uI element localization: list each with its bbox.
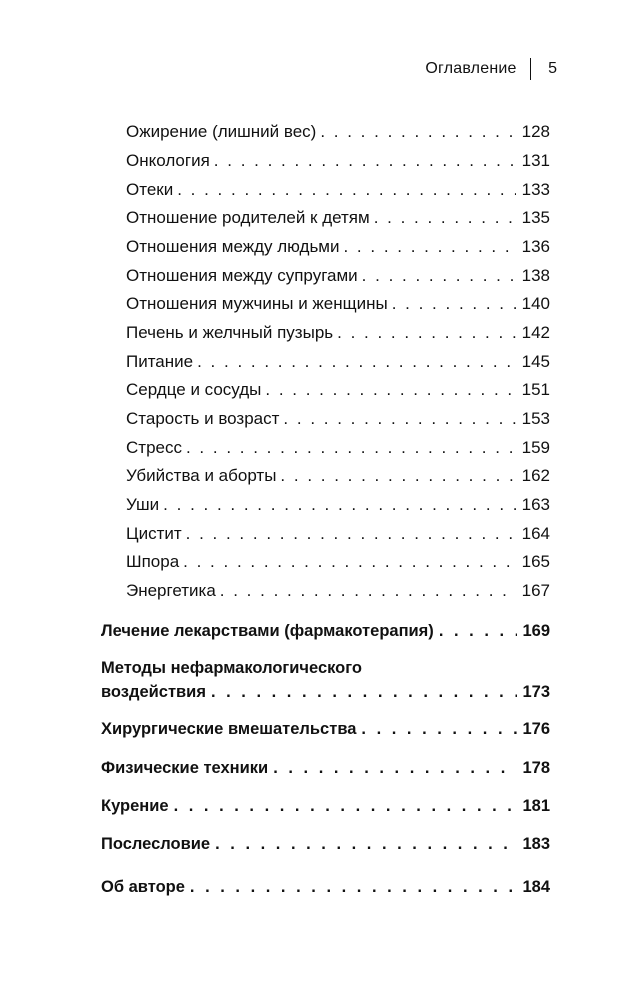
dot-leader [320,122,516,142]
toc-section-label: Физические техники [101,759,269,777]
toc-entry[interactable] [126,581,550,601]
dot-leader [174,796,518,817]
toc-entry[interactable] [126,524,550,544]
dot-leader [211,682,518,703]
toc-section-page: 181 [522,797,550,815]
toc-section-label: Курение [101,797,169,815]
dot-leader [177,180,516,200]
toc-entry-page: 135 [521,208,550,227]
dot-leader [183,552,516,572]
toc-entry-page: 138 [521,266,550,285]
toc-entry-label: Убийства и аборты [126,466,277,485]
toc-entry[interactable] [126,409,550,429]
toc-entry-page: 140 [521,294,550,313]
toc-entry-label: Уши [126,495,160,514]
toc-section-label: Хирургические вмешательства [101,720,357,738]
toc-entry-page: 164 [521,524,550,543]
toc-entry[interactable] [126,380,550,400]
page-number: 5 [548,60,557,77]
toc-section[interactable] [101,758,550,779]
toc-entry-page: 133 [521,180,550,199]
dot-leader [214,151,516,171]
toc-entry-label: Онкология [126,151,210,170]
toc-entry-label: Старость и возраст [126,409,280,428]
toc-entry[interactable] [126,552,550,572]
toc-section[interactable] [101,877,550,898]
toc-section-page: 176 [522,720,550,738]
toc-entry-label: Отношения между супругами [126,266,358,285]
toc-entry-label: Отношение родителей к детям [126,208,370,227]
toc-entry[interactable] [126,151,550,171]
toc-entry[interactable] [126,352,550,372]
toc-section-label: Лечение лекарствами (фармакотерапия) [101,622,434,640]
toc-section[interactable] [101,621,550,642]
dot-leader [361,719,517,740]
dot-leader [362,266,516,286]
toc-entry[interactable] [126,466,550,486]
toc-entry-label: Сердце и сосуды [126,380,262,399]
toc-section-label-line1: Методы нефармакологического [101,659,362,677]
toc-section[interactable] [101,719,550,740]
toc-entry[interactable] [126,208,550,228]
dot-leader [190,877,518,898]
header-divider [530,58,532,80]
toc-entry-page: 145 [521,352,550,371]
dot-leader [186,524,516,544]
dot-leader [337,323,516,343]
toc-entry[interactable] [126,438,550,458]
toc-entry[interactable] [126,323,550,343]
toc-section-label: Послесловие [101,835,211,853]
dot-leader [273,758,517,779]
toc-entry-label: Шпора [126,552,180,571]
toc-entry[interactable] [126,237,550,257]
toc-section-label: Об авторе [101,878,185,896]
toc-section-page: 184 [522,878,550,896]
toc-entry-label: Ожирение (лишний вес) [126,122,317,141]
toc-entry-label: Отношения между людьми [126,237,340,256]
toc-entry-label: Отеки [126,180,174,199]
toc-section-page: 178 [522,759,550,777]
dot-leader [392,294,516,314]
toc-entry-page: 136 [521,237,550,256]
dot-leader [186,438,516,458]
dot-leader [280,466,516,486]
toc-section-page: 173 [522,683,550,701]
header-title: Оглавление [425,60,517,77]
toc-entry-label: Цистит [126,524,182,543]
toc-entry[interactable] [126,495,550,515]
dot-leader [215,834,517,855]
toc-entry[interactable] [126,266,550,286]
toc-entry[interactable] [126,122,550,142]
dot-leader [343,237,516,257]
toc-entry-page: 153 [521,409,550,428]
toc-entry-page: 142 [521,323,550,342]
toc-entry-page: 165 [521,552,550,571]
toc-entry-label: Энергетика [126,581,216,600]
toc-section-page: 183 [522,835,550,853]
toc-section[interactable] [101,658,550,703]
dot-leader [220,581,516,601]
toc-entry-page: 131 [521,151,550,170]
toc-entry-label: Питание [126,352,194,371]
dot-leader [439,621,518,642]
toc-entry-page: 128 [521,122,550,141]
toc-entry-page: 151 [521,380,550,399]
dot-leader [163,495,516,515]
toc-entry[interactable] [126,294,550,314]
toc-section[interactable] [101,796,550,817]
toc-entry-label: Отношения мужчины и женщины [126,294,388,313]
dot-leader [283,409,516,429]
toc-entry-page: 167 [521,581,550,600]
toc-entry-page: 163 [521,495,550,514]
running-header [425,58,557,80]
toc-entry-page: 159 [521,438,550,457]
dot-leader [265,380,516,400]
toc-section[interactable] [101,834,550,855]
dot-leader [374,208,516,228]
toc-section-page: 169 [522,622,550,640]
dot-leader [197,352,516,372]
toc-entry-page: 162 [521,466,550,485]
toc-section-label: воздействия [101,683,206,701]
toc-entry[interactable] [126,180,550,200]
toc-entry-label: Стресс [126,438,182,457]
toc-entry-label: Печень и желчный пузырь [126,323,334,342]
